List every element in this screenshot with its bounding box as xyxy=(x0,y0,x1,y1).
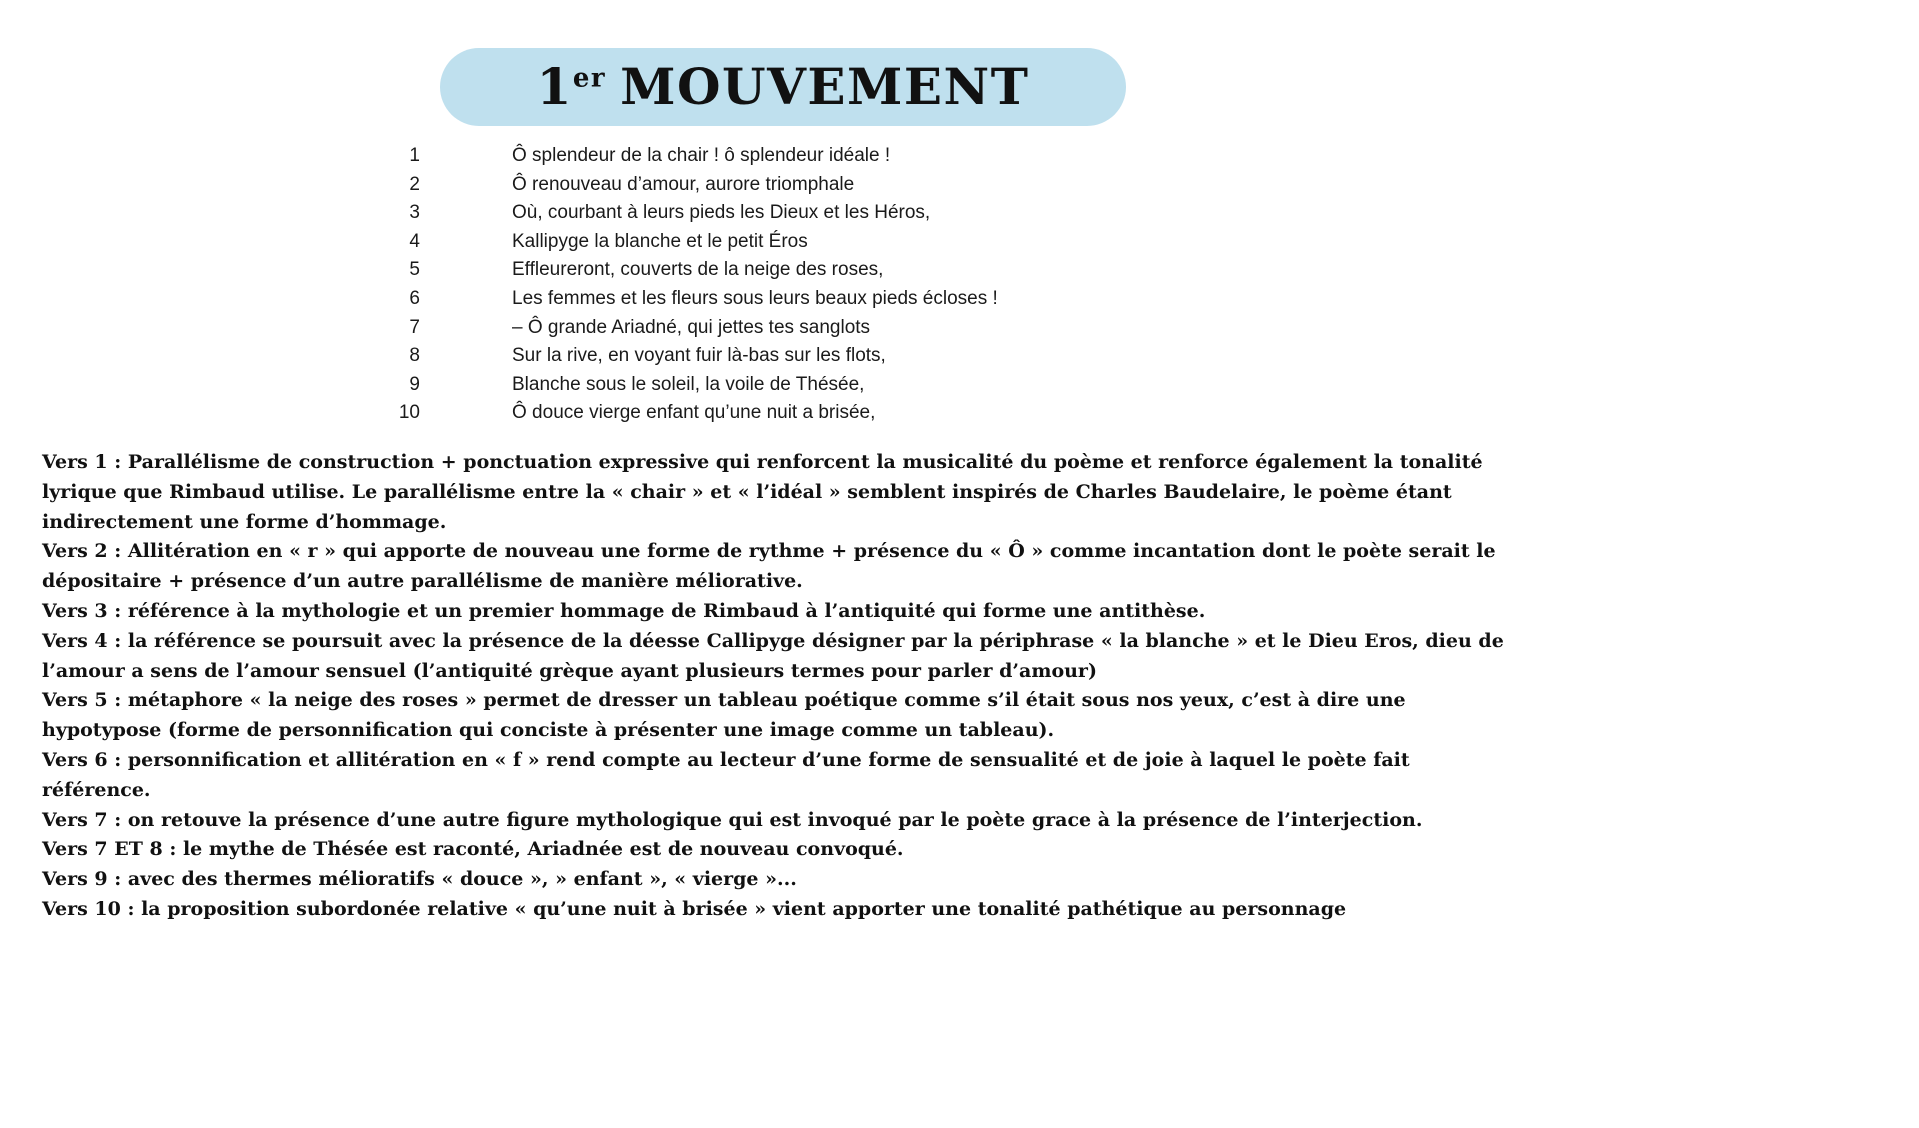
poem-line xyxy=(350,371,1919,400)
poem-line xyxy=(350,285,1919,314)
poem-line xyxy=(350,256,1919,285)
analysis-paragraph: Vers 9 : avec des thermes mélioratifs « douce », » enfant », « vierge »... xyxy=(42,868,797,891)
title-ordinal: er xyxy=(572,63,607,94)
analysis-paragraph: Vers 2 : Allitération en « r » qui apporte de nouveau une forme de rythme + présence du « Ô » comme incantation dont le poète serait le dépositaire + présence d’un autre parallélisme de manière méliorative. xyxy=(42,540,1496,593)
analysis-paragraph: Vers 7 : on retouve la présence d’une autre figure mythologique qui est invoqué par le poète grace à la présence de l’interjection. xyxy=(42,808,1423,831)
poem-line xyxy=(350,342,1919,371)
analysis-paragraph: Vers 3 : référence à la mythologie et un premier hommage de Rimbaud à l’antiquité qui forme une antithèse. xyxy=(42,599,1206,622)
verse-number: 3 xyxy=(409,202,420,224)
verse-number: 6 xyxy=(409,287,420,309)
poem-line xyxy=(350,399,1919,428)
verse-text: Kallipyge la blanche et le petit Éros xyxy=(512,230,808,252)
verse-text: Où, courbant à leurs pieds les Dieux et les Héros, xyxy=(512,202,931,224)
analysis-block xyxy=(42,448,1510,925)
verse-text: Blanche sous le soleil, la voile de Thésée, xyxy=(512,373,865,395)
analysis-paragraph: Vers 4 : la référence se poursuit avec la présence de la déesse Callipyge désigner par la périphrase « la blanche » et le Dieu Eros, dieu de l’amour a sens de l’amour sensuel (l’antiquité grèque ayant plusieurs termes pour parler d’amour) xyxy=(42,629,1504,682)
analysis-paragraph: Vers 7 ET 8 : le mythe de Thésée est raconté, Ariadnée est de nouveau convoqué. xyxy=(42,838,904,861)
verse-number: 2 xyxy=(409,173,420,195)
analysis-paragraph: Vers 5 : métaphore « la neige des roses » permet de dresser un tableau poétique comme s’il était sous nos yeux, c’est à dire une hypotypose (forme de personnification qui conciste à présenter une image comme un tableau). xyxy=(42,689,1406,742)
poem-line xyxy=(350,171,1919,200)
verse-number: 5 xyxy=(409,259,420,281)
verse-number: 4 xyxy=(409,230,420,252)
verse-text: Sur la rive, en voyant fuir là-bas sur les flots, xyxy=(512,345,886,367)
analysis-paragraph: Vers 1 : Parallélisme de construction + ponctuation expressive qui renforcent la musicalité du poème et renforce également la tonalité lyrique que Rimbaud utilise. Le parallélisme entre la « chair » et « l’idéal » semblent inspirés de Charles Baudelaire, le poème étant indirectement une forme d’hommage. xyxy=(42,450,1483,533)
verse-text: Effleureront, couverts de la neige des roses, xyxy=(512,259,884,281)
title-word: MOUVEMENT xyxy=(620,57,1030,116)
verse-text: Les femmes et les fleurs sous leurs beaux pieds écloses ! xyxy=(512,287,998,309)
verse-text: Ô douce vierge enfant qu’une nuit a brisée, xyxy=(512,402,876,424)
verse-number: 8 xyxy=(409,345,420,367)
poem-line xyxy=(350,228,1919,257)
title-number: 1 xyxy=(536,57,573,116)
poem-line xyxy=(350,314,1919,343)
verse-text: Ô renouveau d’amour, aurore triomphale xyxy=(512,173,855,195)
verse-number: 9 xyxy=(409,373,420,395)
poem-line xyxy=(350,199,1919,228)
verse-number: 10 xyxy=(398,402,420,424)
poem-block xyxy=(350,142,1919,428)
title-banner xyxy=(440,48,1126,126)
page-title xyxy=(536,57,1030,116)
verse-text: Ô splendeur de la chair ! ô splendeur idéale ! xyxy=(512,145,891,166)
analysis-paragraph: Vers 10 : la proposition subordonée relative « qu’une nuit à brisée » vient apporter une tonalité pathétique au personnage xyxy=(42,897,1347,920)
verse-number: 1 xyxy=(409,145,420,166)
poem-line xyxy=(350,142,1919,171)
verse-number: 7 xyxy=(409,316,420,338)
verse-text: – Ô grande Ariadné, qui jettes tes sanglots xyxy=(512,316,871,338)
analysis-paragraph: Vers 6 : personnification et allitération en « f » rend compte au lecteur d’une forme de sensualité et de joie à laquel le poète fait référence. xyxy=(42,748,1410,801)
